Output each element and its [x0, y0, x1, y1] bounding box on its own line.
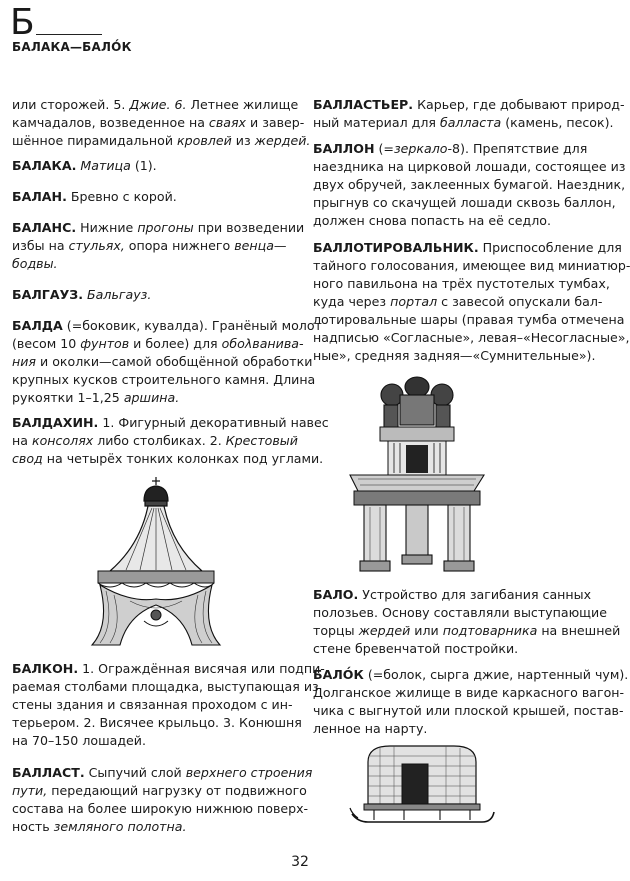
entry-text: двух обручей, заклеенных бумагой. Наездник,: [313, 177, 626, 192]
entry-text: Нижние: [76, 220, 138, 235]
entry-text: шённое пирамидальной: [12, 133, 178, 148]
entry-text: Карьер, где добывают природ-: [413, 97, 625, 112]
entry-text: ленное на нарту.: [313, 721, 428, 736]
entry-line: [12, 800, 309, 818]
entry-line: [313, 720, 595, 738]
entry-text: из: [231, 133, 255, 148]
entry-text: должен снова попасть на её седло.: [313, 213, 551, 228]
sledge-wagon-illustration: [350, 742, 496, 834]
entry-line: [12, 371, 316, 389]
entry-text: куда через: [313, 294, 391, 309]
entry-text: камчадалов, возведенное на: [12, 115, 209, 130]
italic-term: зеркало: [393, 141, 448, 156]
entry-text: (весом 10: [12, 336, 81, 351]
entry-line: [313, 114, 614, 132]
entry-text: (камень, песок).: [501, 115, 614, 130]
running-head: БАЛАКА—БАЛО́К: [12, 40, 132, 54]
ballot-box-illustration: [344, 365, 490, 577]
entry-text: стене бревенчатой постройки.: [313, 641, 519, 656]
italic-term: обολванива-: [221, 336, 304, 351]
entry-line: [313, 239, 622, 257]
italic-term: земляного полотна.: [53, 819, 187, 834]
headword: БАЛГАУЗ.: [12, 287, 84, 302]
entry-line: [12, 317, 322, 335]
entry-line: [313, 622, 621, 640]
entry-text: Устройство для загибания санных: [358, 587, 592, 602]
entry-line: [313, 702, 624, 720]
italic-term: жердей: [358, 623, 411, 638]
entry-text: —: [273, 238, 287, 253]
italic-term: прогоны: [137, 220, 194, 235]
italic-term: стульях,: [68, 238, 125, 253]
italic-term: аршина.: [123, 390, 180, 405]
entry-text: на четырёх тонких колонках под углами.: [42, 451, 324, 466]
entry-line: [12, 353, 313, 371]
entry-line: [12, 696, 294, 714]
headword: БАЛО́К: [313, 667, 364, 682]
headword: БАЛЛАСТЬЕР.: [313, 97, 414, 112]
headword: БАЛЛАСТ.: [12, 765, 85, 780]
entry-text: стены здания и связанная проходом с ин-: [12, 697, 293, 712]
entry-line: [313, 194, 616, 212]
entry-balo: [313, 586, 621, 658]
entry-line: [12, 286, 294, 304]
entry-text: 1. Фигурный декоративный навес: [98, 415, 329, 430]
entry-balans: [12, 219, 305, 273]
entry-line: [313, 311, 625, 329]
headword: БАЛАН.: [12, 189, 67, 204]
entry-line: [12, 237, 294, 255]
entry-text: при возведении: [193, 220, 305, 235]
page-number: 32: [291, 854, 309, 870]
entry-line: [313, 329, 630, 347]
entry-line: [12, 389, 294, 407]
entry-text: на 70–150 лошадей.: [12, 733, 146, 748]
entry-text: и завер-: [246, 115, 305, 130]
italic-term: ния: [12, 354, 36, 369]
section-letter: Б: [10, 2, 35, 43]
entry-line: [313, 586, 595, 604]
entry-line: [313, 275, 610, 293]
entry-ballon: [313, 140, 626, 230]
italic-term: верхнего строения: [185, 765, 313, 780]
entry-text: и околки—самой обобщённой обработки: [36, 354, 313, 369]
entry-ballotirovalnik: [313, 239, 630, 365]
entry-text: крупных кусков строительного камня. Длина: [12, 372, 316, 387]
italic-term: Джие. 6.: [129, 97, 187, 112]
headword: БАЛАКА.: [12, 158, 77, 173]
entry-line: [313, 257, 630, 275]
entry-text: избы на: [12, 238, 69, 253]
entry-text: рукоятки 1–1,25: [12, 390, 124, 405]
entry-text: тайного голосования, имеющее вид миниатюр-: [313, 258, 630, 273]
entry-line: [12, 678, 319, 696]
entry-text: Сыпучий слой: [84, 765, 186, 780]
entry-text: (1).: [130, 158, 157, 173]
italic-term: консолях: [31, 433, 94, 448]
entry-text: Летнее жилище: [186, 97, 299, 112]
entry-text: либо столбиках. 2.: [93, 433, 226, 448]
entry-line: [12, 660, 325, 678]
entry-line: [12, 188, 294, 206]
entry-line: [12, 255, 294, 273]
headword: БАЛКОН.: [12, 661, 79, 676]
entry-line: [12, 96, 299, 114]
italic-term: балласта: [439, 115, 502, 130]
entry-baldakhin: [12, 414, 329, 468]
entry-text: ного павильона на трёх пустотелых тумбах,: [313, 276, 610, 291]
italic-term: кровлей: [177, 133, 232, 148]
entry-line: [12, 450, 324, 468]
entry-text: раемая столбами площадка, выступающая из: [12, 679, 319, 694]
entry-balda: [12, 317, 322, 407]
entry-line: [313, 347, 595, 365]
italic-term: Крестовый: [225, 433, 298, 448]
entry-balaka: [12, 157, 294, 175]
entry-text: или: [410, 623, 443, 638]
entry-line: [12, 782, 307, 800]
entry-text: и более) для: [129, 336, 222, 351]
headword: БАЛДА: [12, 318, 63, 333]
entry-line: [12, 157, 294, 175]
entry-balan: [12, 188, 294, 206]
entry-line: [313, 293, 603, 311]
entry-text: полозьев. Основу составляли выступающие: [313, 605, 607, 620]
entry-text: с завесой опускали бал-: [437, 294, 603, 309]
entry-text: Бревно с корой.: [66, 189, 177, 204]
entry-line: [313, 158, 626, 176]
entry-line: [313, 96, 625, 114]
entry-text: (=: [374, 141, 394, 156]
entry-text: надписью «Согласные», левая–«Несогласные»,: [313, 330, 630, 345]
entry-text: ность: [12, 819, 54, 834]
entry-text: состава на более широкую нижнюю поверх-: [12, 801, 309, 816]
italic-term: портал: [390, 294, 438, 309]
entry-text: передающий нагрузку от подвижного: [47, 783, 307, 798]
entry-text: опора нижнего: [124, 238, 235, 253]
entry-line: [12, 414, 329, 432]
entry-text: -8). Препятствие для: [447, 141, 588, 156]
entry-text: 1. Ограждённая висячая или подпи-: [78, 661, 325, 676]
italic-term: пути,: [12, 783, 48, 798]
entry-continuation: [12, 96, 311, 150]
entry-text: или сторожей. 5.: [12, 97, 130, 112]
entry-line: [12, 714, 302, 732]
entry-balok: [313, 666, 629, 738]
entry-line: [12, 132, 311, 150]
entry-balkon: [12, 660, 325, 750]
entry-line: [313, 176, 626, 194]
entry-text: ные», средняя задняя—«Сумнительные»).: [313, 348, 596, 363]
entry-line: [12, 335, 304, 353]
italic-term: Матица: [80, 158, 131, 173]
entry-text: (=боковик, кувалда). Гранёный молот: [62, 318, 322, 333]
header-rule: [36, 34, 102, 35]
entry-text: торцы: [313, 623, 359, 638]
entry-text: на внешней: [537, 623, 621, 638]
entry-text: лотировальные шары (правая тумба отмечена: [313, 312, 625, 327]
entry-text: ный материал для: [313, 115, 440, 130]
italic-term: Бальгауз.: [87, 287, 152, 302]
headword: БАЛЛОТИРОВАЛЬНИК.: [313, 240, 479, 255]
entry-text: (=болок, сырга джие, нартенный чум).: [363, 667, 629, 682]
headword: БАЛО.: [313, 587, 359, 602]
entry-line: [313, 666, 629, 684]
entry-line: [12, 764, 313, 782]
entry-ballastier: [313, 96, 625, 132]
entry-text: Приспособление для: [478, 240, 622, 255]
entry-line: [313, 604, 607, 622]
italic-term: сваях: [208, 115, 247, 130]
entry-line: [313, 212, 595, 230]
entry-line: [313, 640, 595, 658]
entry-line: [12, 732, 294, 750]
entry-text: прыгнув со скачущей лошади сквозь баллон,: [313, 195, 616, 210]
headword: БАЛЛОН: [313, 141, 375, 156]
italic-term: свод: [12, 451, 43, 466]
entry-line: [313, 140, 595, 158]
entry-line: [12, 114, 305, 132]
entry-line: [12, 219, 305, 237]
entry-line: [12, 432, 298, 450]
canopy-illustration: [70, 475, 242, 653]
italic-term: венца: [234, 238, 274, 253]
entry-balgauz: [12, 286, 294, 304]
headword: БАЛДАХИН.: [12, 415, 99, 430]
entry-text: наездника на цирковой лошади, состоящее из: [313, 159, 626, 174]
entry-text: на: [12, 433, 32, 448]
italic-term: жердей.: [254, 133, 311, 148]
italic-term: подтоварника: [442, 623, 538, 638]
entry-text: терьером. 2. Висячее крыльцо. 3. Конюшня: [12, 715, 302, 730]
entry-line: [12, 818, 294, 836]
entry-text: чика с выгнутой или плоской крышей, постав-: [313, 703, 624, 718]
italic-term: фунтов: [80, 336, 130, 351]
italic-term: бодвы.: [12, 256, 58, 271]
entry-line: [313, 684, 625, 702]
entry-ballast: [12, 764, 313, 836]
entry-text: Долганское жилище в виде каркасного вагон-: [313, 685, 625, 700]
headword: БАЛАНС.: [12, 220, 77, 235]
